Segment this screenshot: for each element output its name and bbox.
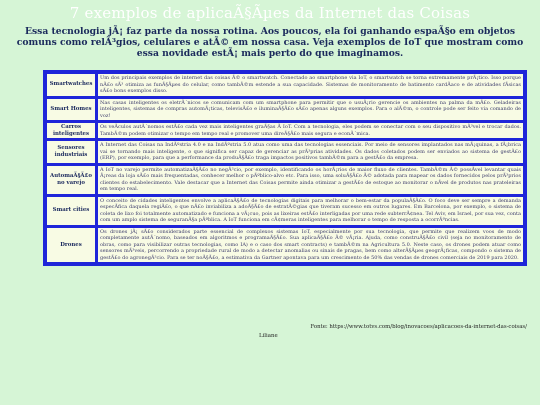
row-name: Drones <box>46 227 96 264</box>
page-title: 7 exemplos de aplicaÃ§Ãµes da Internet das Coisas <box>69 4 471 22</box>
source-note: Fonte: https://www.totvs.com/blog/inovacoes/aplicacoes-da-internet-das-coisas/ <box>310 324 527 330</box>
row-name: Carros inteligentes <box>46 122 96 139</box>
table-row <box>46 98 524 122</box>
table-row <box>46 140 524 164</box>
row-name: Smart Homes <box>46 98 96 122</box>
row-description: Os veÃculos autÃ´nomos estÃ£o cada vez mais inteligentes graÃ§as Ã IoT. Com a tecnologia, eles podem se conectar com o seu dispositivo mÃ³vel e trocar dados. TambÃ©m podem otimizar o tempo em tempo real e promover uma direÃ§Ã£o mais segura e econÃ´mica. <box>97 122 524 139</box>
row-description: Nas casas inteligentes os eletrÃ´nicos se comunicam com um smartphone para permitir que o usuÃ¡rio gerencie os ambientes na palma da mÃ£o. Geladeiras inteligentes, sistemas de compras automÃ¡ticas, televisÃ£o e iluminaÃ§Ã£o sÃ£o apenas alguns exemplos. Para o alÃ©m, o controle pode ser feito via comando de voz! <box>97 98 524 122</box>
row-name: Smart cities <box>46 196 96 226</box>
row-name: Sensores industriais <box>46 140 96 164</box>
table-row <box>46 227 524 264</box>
row-description: A IoT no varejo permite automatizaÃ§Ã£o no negÃ³cio, por exemplo, identificando os horÃ¡rios de maior fluxo de clientes. TambÃ©m Ã© possÃvel levantar quais Ã¡reas da loja sÃ£o mais frequentadas, conhecer melhor o pÃºblico-alvo etc. Para isso, uma soluÃ§Ã£o Ã© adotada para mapear os dados fornecidos pelos prÃ³prios clientes do estabelecimento. Vale destacar que a Internet das Coisas permite ainda otimizar a gestÃ£o de estoque ao monitorar o nÃvel de produtos nas prateleiras em tempo real. <box>97 165 524 195</box>
table-row <box>46 73 524 97</box>
table-row <box>46 122 524 139</box>
row-name: Smartwatches <box>46 73 96 97</box>
row-name: AutomaÃ§Ã£o no varejo <box>46 165 96 195</box>
row-description: Os drones jÃ¡ sÃ£o considerados parte essencial de complexos sistemas IoT, especialmente por sua tecnologia, que permite que realizem voos de modo completamente autÃ´nomo, baseados em algoritmos e programaÃ§Ã£o. Sua aplicaÃ§Ã£o Ã© vÃ¡ria. Ajuda, como construÃ§Ã£o civil (seja no monitoramento de obras, como para visibilizar outras tecnologias, como IA) e o caso dos smart contracts) e tambÃ©m na Agricultura 5.0. Neste caso, os drones podem atuar como sensores mÃ³veis, percorrendo a propriedade rural de modo a detectar anomalias ou sinais de pragas, bem como alterÃ§Ãµes geogrÃ¡ficas, compondo o sistema de gestÃ£o do agronegÃ³cio. Para se ter noÃ§Ã£o, a estimativa da Gartner apontava para um crescimento de 50% das vendas de drones comerciais de 2019 para 2020. <box>97 227 524 264</box>
row-description: Um dos principais exemplos de internet das coisas Ã© o smartwatch. Conectado ao smartphone via IoT, o smartwatch se torna extremamente prÃ¡tico. Isso porque nÃ£o sÃ³ otimiza as funÃ§Ãµes do celular, como tambÃ©m estende a sua capacidade. Sistemas de monitoramento de batimento cardÃaco e de atividades fÃsicas sÃ£o bons exemplos disso. <box>97 73 524 97</box>
row-description: A Internet das Coisas na IndÃºstria 4.0 e na IndÃºstria 5.0 atua como uma das tecnologias essenciais. Por meio de sensores implantados nas mÃ¡quinas, a fÃ¡brica vai se tornando mais inteligente, o que significa ser capaz de gerenciar as prÃ³prias atividades. Os dados coletados podem ser enviados ao sistema de gestÃ£o (ERP), por exemplo, para que a performance da produÃ§Ã£o traga impactos positivos tambÃ©m para a gestÃ£o da empresa. <box>97 140 524 164</box>
table-row <box>46 196 524 226</box>
table-row <box>46 165 524 195</box>
page-subtitle: Essa tecnologia jÃ¡ faz parte da nossa rotina. Aos poucos, ela foi ganhando espaÃ§o em objetos comuns como relÃ³gios, celulares e atÃ© em nossa casa. Veja exemplos de IoT que mostram como essa novidade estÃ¡ mais perto do que imaginamos. <box>16 26 524 59</box>
examples-table-container <box>43 70 527 266</box>
examples-table <box>43 70 527 266</box>
row-description: O conceito de cidades inteligentes envolve a aplicaÃ§Ã£o de tecnologias digitais para melhorar o bem-estar da populaÃ§Ã£o. O foco deve ser sempre a demanda especÃfica daquela regiÃ£o, o que nÃ£o inviabiliza a adoÃ§Ã£o de estratÃ©gias que tiveram sucesso em outros lugares. Em Barcelona, por exemplo, o sistema de coleta de lixo foi totalmente automatizado e funciona a vÃ¡cuo, pois as lixeiras estÃ£o interligadas por uma rede subterrÃ¢nea. Tel Aviv, em Israel, por sua vez, conta com um amplo sistema de seguranÃ§a pÃºblica. A IoT funciona em cÃ¢meras inteligentes para melhorar o tempo de resposta a ocorrÃªncias. <box>97 196 524 226</box>
author-name: Liliane <box>259 333 278 339</box>
